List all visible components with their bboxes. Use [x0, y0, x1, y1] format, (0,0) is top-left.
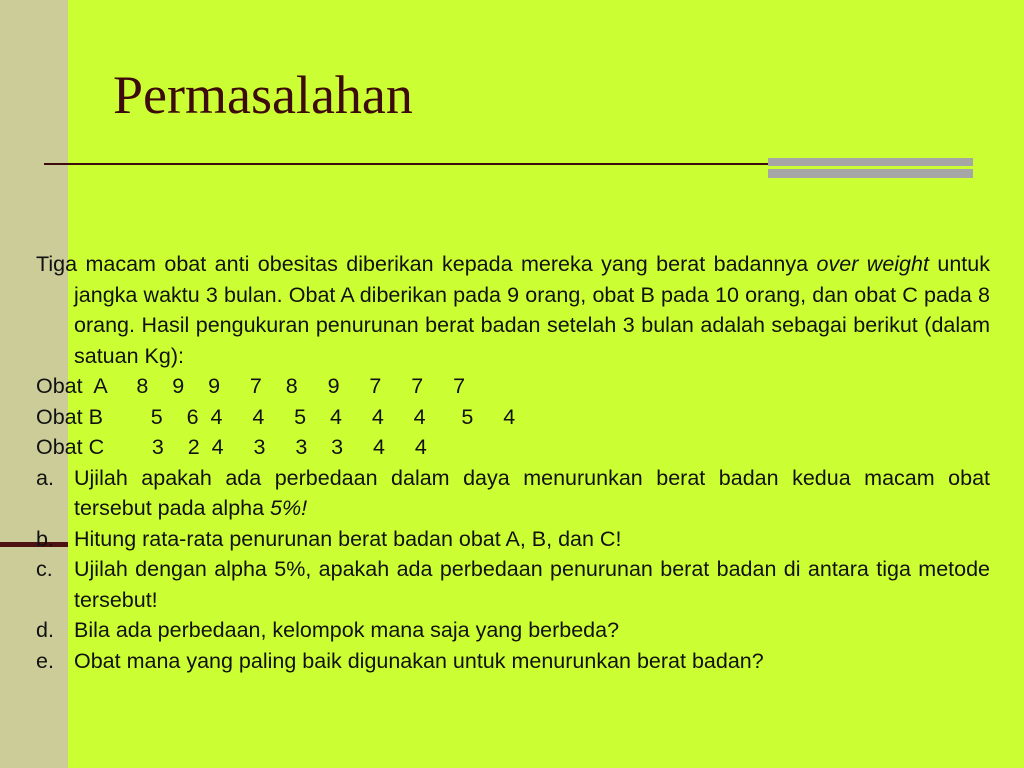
- intro-emphasis: over weight: [816, 252, 929, 276]
- obat-a-values: 8 9 9 7 8 9 7 7 7: [136, 374, 466, 398]
- question-c-text: Ujilah dengan alpha 5%, apakah ada perbedaan penurunan berat badan di antara tiga metode tersebut!: [74, 557, 990, 612]
- obat-b-label: Obat B: [36, 404, 103, 429]
- obat-b-values: 5 6 4 4 5 4 4 4 5 4: [150, 404, 516, 429]
- question-d-text: Bila ada perbedaan, kelompok mana saja yang berbeda?: [74, 618, 620, 642]
- intro-text-end: untuk jangka waktu 3 bulan. Obat A diberikan pada 9 orang, obat B pada 10 orang, dan obat C pada 8 orang. Hasil pengukuran penurunan berat badan setelah 3 bulan adalah sebagai berikut (dalam satuan Kg):: [74, 252, 990, 368]
- question-d: [36, 615, 990, 646]
- obat-a-label: Obat A: [36, 374, 107, 398]
- slide-body: [36, 249, 990, 676]
- question-a-body: Ujilah apakah ada perbedaan dalam daya menurunkan berat badan kedua macam obat tersebut pada alpha: [74, 465, 990, 520]
- question-a-label: a.: [36, 465, 54, 490]
- question-c-label: c.: [36, 557, 53, 581]
- question-e-text: Obat mana yang paling baik digunakan untuk menurunkan berat badan?: [74, 648, 764, 673]
- slide-title: Permasalahan: [113, 65, 413, 125]
- intro-paragraph: [36, 249, 990, 371]
- title-underline: [44, 163, 774, 165]
- obat-a-row: [36, 371, 990, 402]
- title-underline-gray-bar: [768, 158, 973, 178]
- question-b: [36, 524, 990, 555]
- question-e: [36, 646, 990, 677]
- question-b-label: b.: [36, 526, 54, 551]
- question-e-label: e.: [36, 648, 54, 673]
- obat-c-values: 3 2 4 3 3 3 4 4: [151, 435, 427, 459]
- question-a-emphasis: 5%!: [270, 496, 308, 520]
- obat-b-row: [36, 402, 990, 433]
- obat-c-row: [36, 432, 990, 463]
- obat-c-label: Obat C: [36, 435, 105, 459]
- question-d-label: d.: [36, 618, 54, 642]
- intro-text-start: Tiga macam obat anti obesitas diberikan kepada mereka yang berat badannya: [36, 252, 817, 276]
- question-b-text: Hitung rata-rata penurunan berat badan obat A, B, dan C!: [74, 526, 622, 551]
- question-a: [36, 463, 990, 524]
- question-a-text: [74, 463, 990, 524]
- question-c: [36, 554, 990, 615]
